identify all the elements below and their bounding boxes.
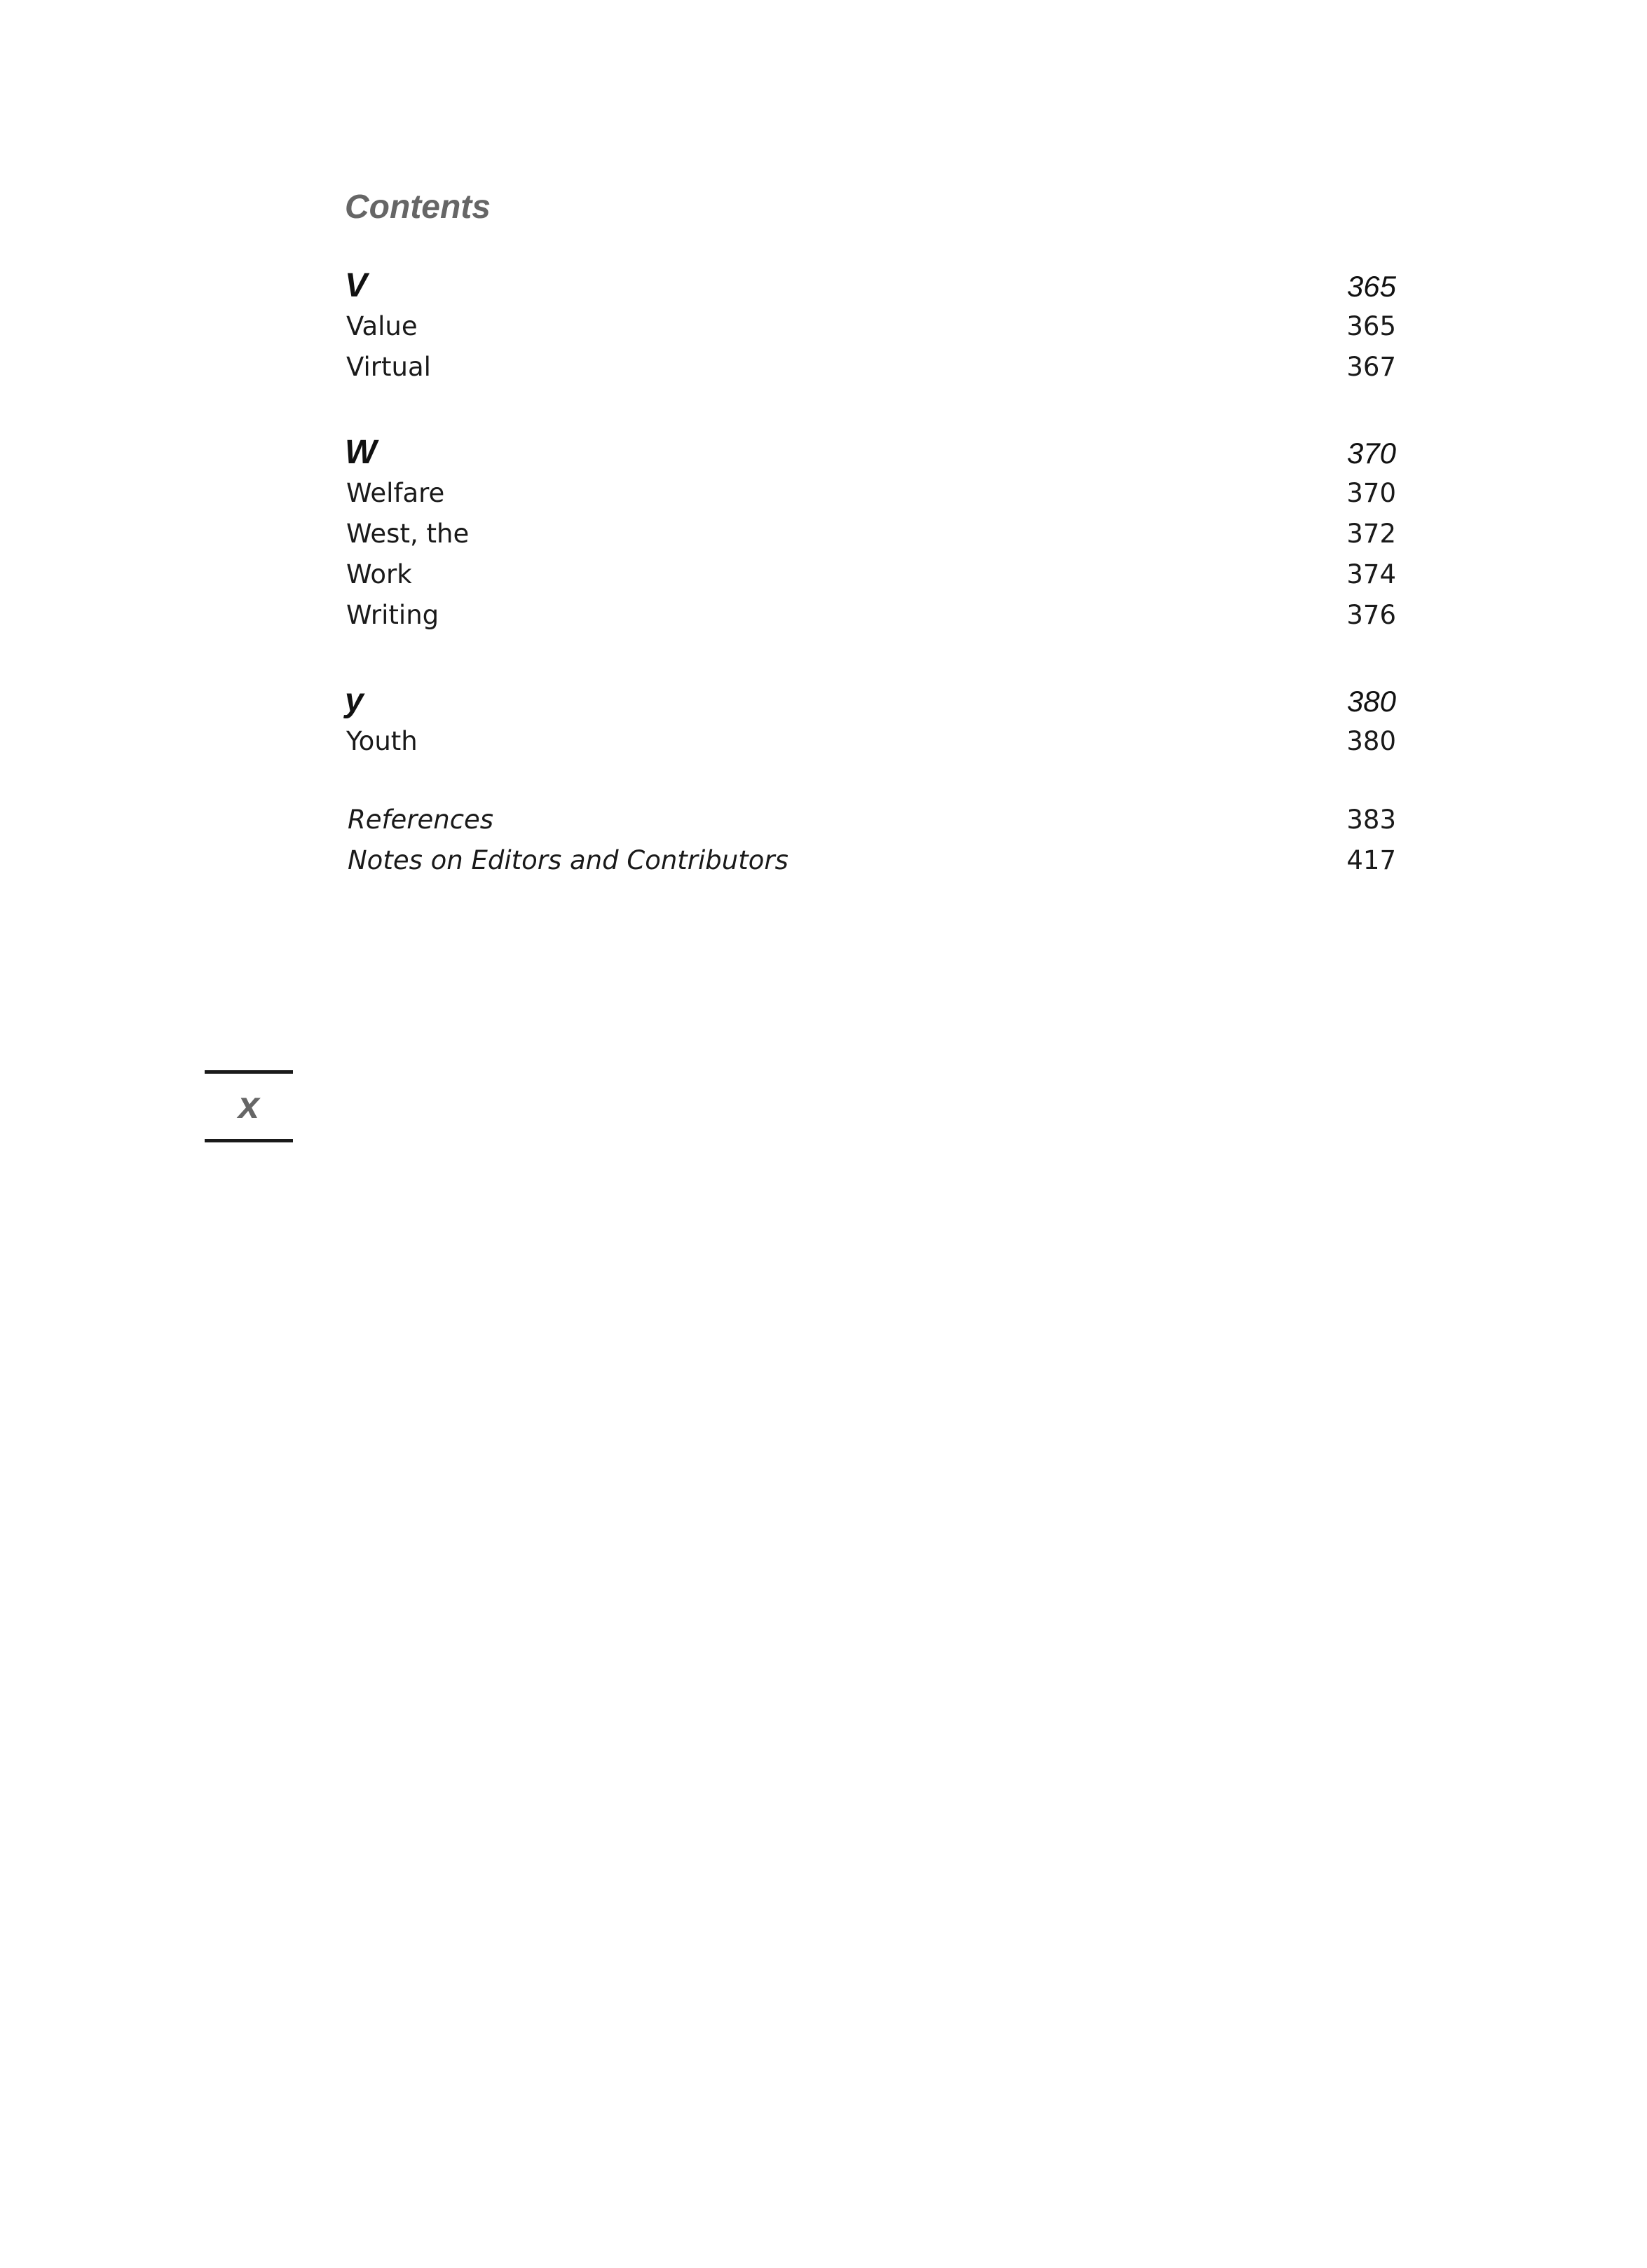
section-letter: W bbox=[345, 434, 377, 471]
section-heading[interactable] bbox=[345, 266, 1396, 311]
toc-section-v bbox=[345, 266, 1396, 392]
contents-heading: Contents bbox=[345, 189, 491, 226]
page-folio bbox=[205, 1070, 293, 1143]
entry-page: 370 bbox=[1346, 478, 1396, 508]
entry-page: 367 bbox=[1346, 352, 1396, 382]
entry-page: 417 bbox=[1346, 845, 1396, 875]
toc-entry[interactable] bbox=[345, 478, 1396, 519]
section-heading[interactable] bbox=[345, 433, 1396, 478]
section-letter: y bbox=[345, 682, 364, 719]
toc-entry[interactable] bbox=[345, 352, 1396, 392]
toc-entry[interactable] bbox=[345, 311, 1396, 352]
entry-label: West, the bbox=[346, 519, 470, 549]
entry-page: 376 bbox=[1346, 600, 1396, 630]
toc-entry[interactable] bbox=[345, 519, 1396, 559]
entry-label: Value bbox=[346, 311, 418, 341]
folio-rule-bottom bbox=[205, 1139, 293, 1142]
toc-entry-notes-on-contributors[interactable] bbox=[345, 845, 1396, 886]
toc-section-y bbox=[345, 681, 1396, 767]
section-letter: V bbox=[345, 267, 368, 304]
table-of-contents bbox=[345, 266, 1396, 886]
toc-entry[interactable] bbox=[345, 600, 1396, 641]
entry-page: 380 bbox=[1346, 726, 1396, 756]
entry-page: 383 bbox=[1346, 805, 1396, 835]
entry-label: Welfare bbox=[346, 478, 445, 508]
entry-label: Youth bbox=[346, 726, 418, 756]
toc-entry-references[interactable] bbox=[345, 805, 1396, 845]
page-number: x bbox=[238, 1084, 260, 1126]
entry-label: References bbox=[348, 805, 494, 835]
entry-label: Writing bbox=[346, 600, 439, 630]
entry-page: 374 bbox=[1346, 559, 1396, 589]
section-page: 370 bbox=[1346, 437, 1396, 470]
entry-label: Virtual bbox=[346, 352, 431, 382]
entry-label: Notes on Editors and Contributors bbox=[348, 845, 788, 875]
toc-entry[interactable] bbox=[345, 559, 1396, 600]
back-matter bbox=[345, 805, 1396, 886]
toc-entry[interactable] bbox=[345, 726, 1396, 767]
folio-rule-top bbox=[205, 1070, 293, 1074]
section-page: 380 bbox=[1346, 685, 1396, 718]
entry-page: 372 bbox=[1346, 519, 1396, 549]
entry-label: Work bbox=[346, 559, 412, 589]
toc-section-w bbox=[345, 433, 1396, 641]
entry-page: 365 bbox=[1346, 311, 1396, 341]
section-heading[interactable] bbox=[345, 681, 1396, 726]
section-page: 365 bbox=[1346, 270, 1396, 303]
